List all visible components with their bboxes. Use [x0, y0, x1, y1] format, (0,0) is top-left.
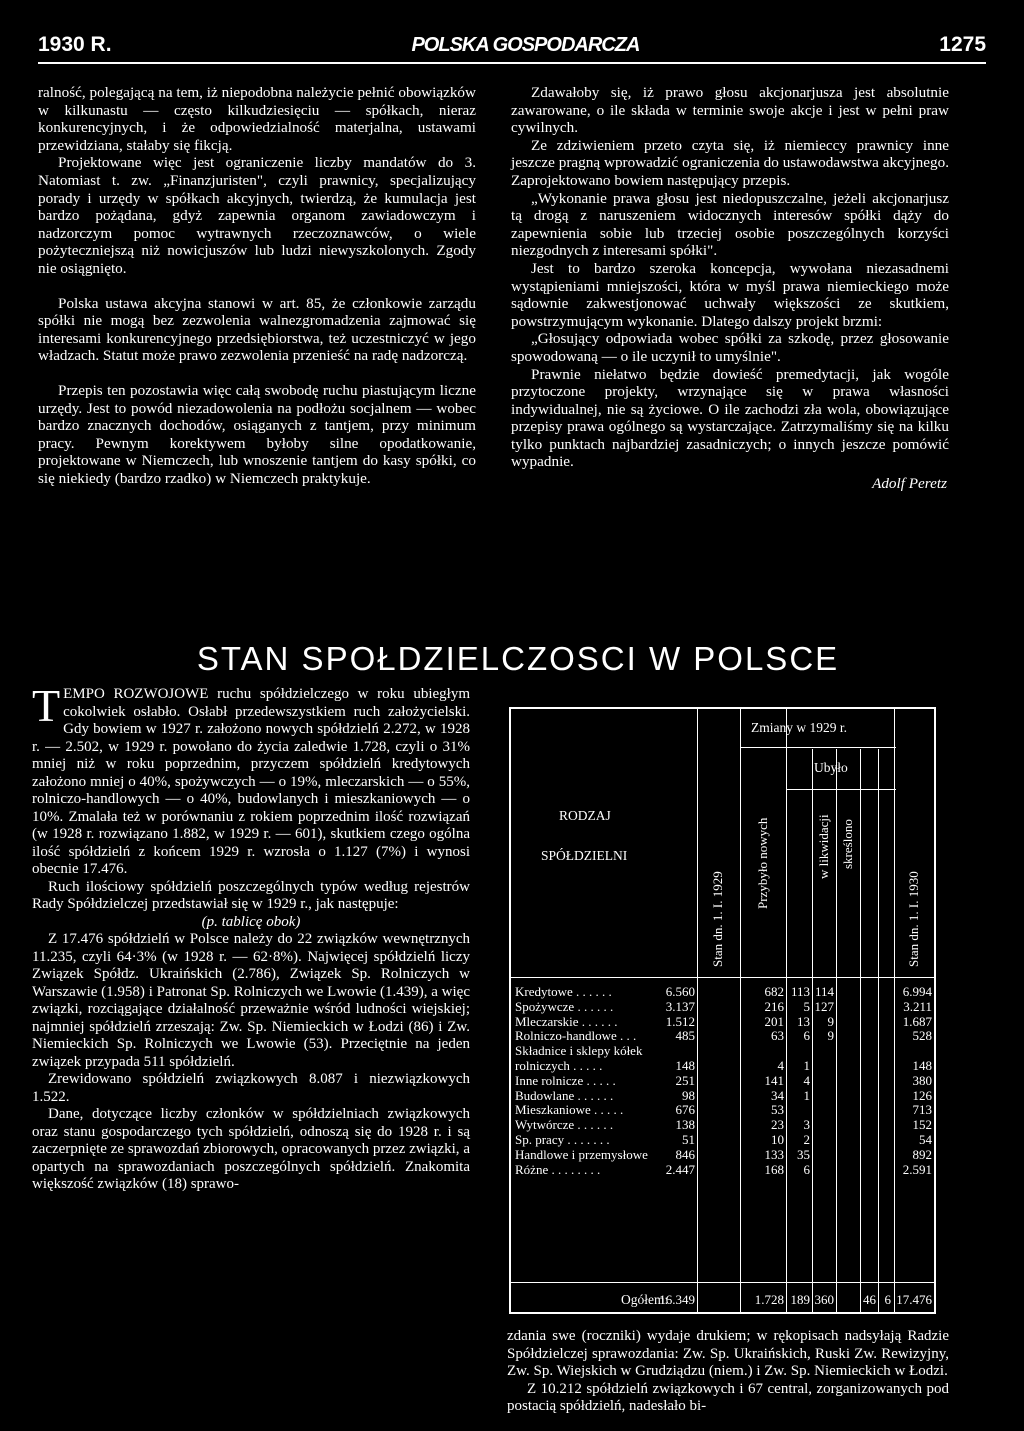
- lower-left-column: [32, 680, 470, 1194]
- upper-left-column: [38, 84, 476, 487]
- cell-u2: 114: [814, 984, 834, 999]
- cell-nowe: 63: [771, 1028, 784, 1044]
- lower-right-column: [507, 1328, 949, 1416]
- total-koniec: 17.476: [896, 1292, 932, 1307]
- table-divider: [740, 709, 741, 1312]
- row-name: rolniczych . . . . .: [515, 1058, 603, 1073]
- page-header: [38, 30, 986, 60]
- cell-u1: 35: [797, 1146, 810, 1162]
- total-u4: 6: [884, 1292, 891, 1307]
- header-skreslono: skreślono: [840, 819, 855, 869]
- paragraph: Prawnie niełatwo będzie dowieść premedytacji, jak wogóle przytoczone projekty, wrzynające się w prawa własności indywidualnej, nie są życiowe. O ile zachodzi zła wola, obowiązujące przepisy prawa ogólnego są wystarczające. Zatrzymaliśmy się na kilku tylko punktach najbardziej zasadniczych; o innych jeszcze pomówić wypadnie.: [511, 365, 949, 471]
- cell-nowe: 53: [771, 1102, 784, 1118]
- cell-stan: 485: [675, 1028, 695, 1044]
- row-name: Handlowe i przemysłowe: [515, 1146, 648, 1162]
- journal-title: POLSKA GOSPODARCZA: [411, 33, 640, 56]
- cell-u1: 2: [803, 1132, 810, 1147]
- cell-koniec: 6.994: [902, 984, 932, 999]
- total-u1: 189: [790, 1292, 810, 1307]
- paragraph: Ruch ilościowy spółdzielń poszczególnych typów według rejestrów Rady Spółdzielczej przedstawiał się w 1929 r., jak następuje:: [32, 878, 470, 912]
- cell-stan: 1.512: [665, 1013, 695, 1029]
- paragraph: Jest to bardzo szeroka koncepcja, wywołana niezasadnemi wystąpieniami mniejszości, która w myśl prawa niemieckiego może sądownie zakwestjonować uchwały większości ze skutkiem, powstrzymującym wykonanie. Dlatego dalszy projekt brzmi:: [511, 259, 949, 330]
- row-name: Budowlane . . . . . .: [515, 1087, 614, 1103]
- row-name: Mleczarskie . . . . . .: [515, 1013, 618, 1029]
- cell-koniec: 2.591: [902, 1161, 932, 1177]
- total-u2: 360: [814, 1292, 834, 1307]
- page-number: 1275: [939, 33, 986, 56]
- cell-nowe: 216: [764, 998, 784, 1014]
- cooperatives-table: [509, 707, 936, 1314]
- header-rule: [38, 62, 986, 64]
- cell-stan: 676: [675, 1102, 695, 1118]
- cell-nowe: 168: [764, 1161, 784, 1177]
- row-name: Składnice i sklepy kółek: [515, 1043, 643, 1059]
- table-divider: [894, 709, 895, 1312]
- cell-nowe: 682: [764, 984, 784, 999]
- cell-koniec: 892: [912, 1146, 932, 1162]
- header-spoldzielni: SPÓŁDZIELNI: [541, 848, 628, 863]
- cell-u1: 1: [803, 1058, 810, 1073]
- cell-stan: 2.447: [665, 1161, 695, 1177]
- row-name: Wytwórcze . . . . . .: [515, 1117, 614, 1133]
- header-changes: Zmiany w 1929 r.: [751, 720, 847, 735]
- paragraph: Z 10.212 spółdzielń związkowych i 67 central, zorganizowanych pod postacią spółdzielń, nadesłało bi-: [507, 1380, 949, 1414]
- drop-cap: T: [32, 680, 61, 731]
- row-name: Różne . . . . . . . .: [515, 1161, 601, 1177]
- cell-stan: 138: [675, 1117, 695, 1133]
- cell-nowe: 201: [764, 1013, 784, 1029]
- cell-u1: 5: [803, 998, 810, 1014]
- cell-koniec: 713: [912, 1102, 932, 1118]
- cell-stan: 251: [675, 1072, 695, 1088]
- header-ubylo: Ubyło: [814, 760, 848, 775]
- cell-nowe: 23: [771, 1117, 784, 1133]
- total-nowe: 1.728: [754, 1292, 784, 1307]
- cell-u2: 9: [827, 1028, 834, 1044]
- row-name: Kredytowe . . . . . .: [515, 984, 612, 999]
- cell-koniec: 148: [912, 1058, 932, 1073]
- section-title: STAN SPOŁDZIELCZOSCI W POLSCE: [196, 640, 840, 677]
- cell-stan: 148: [675, 1058, 695, 1073]
- row-name: Sp. pracy . . . . . . .: [515, 1132, 610, 1147]
- paragraph: ralność, polegającą na tem, iż niepodobna należycie pełnić obowiązków w kilkunastu — często kilkudziesięciu — spółkach, nieraz konkurencyjnych, i że odpowiedzialność materjalna, ustawami przewidziana, stałaby się fikcją.: [38, 84, 476, 154]
- row-name: Spożywcze . . . . . .: [515, 998, 614, 1014]
- header-stan-1930: Stan dn. 1. I. 1930: [906, 871, 921, 967]
- cell-koniec: 152: [912, 1117, 932, 1133]
- cell-u2: 127: [814, 998, 834, 1014]
- upper-right-column: [511, 84, 949, 493]
- paragraph: Zdawałoby się, iż prawo głosu akcjonarjusza jest absolutnie zawarowane, o ile składa w terminie swoje akcje i jest w pełni praw cywilnych.: [511, 84, 949, 137]
- cell-koniec: 3.211: [903, 998, 932, 1014]
- cell-u1: 13: [797, 1013, 810, 1029]
- paragraph: „Głosujący odpowiada wobec spółki za szkodę, przez głosowanie spowodowaną — o ile uczynił to umyślnie".: [511, 330, 949, 365]
- table-reference: (p. tablicę obok): [201, 913, 301, 930]
- header-year: 1930 R.: [38, 33, 112, 56]
- cell-stan: 3.137: [665, 998, 695, 1014]
- cell-stan: 846: [675, 1146, 695, 1162]
- header-stan-1929: Stan dn. 1. I. 1929: [710, 871, 725, 967]
- total-label: Ogółem:: [621, 1292, 669, 1307]
- cell-nowe: 133: [764, 1146, 784, 1162]
- cell-u2: 9: [827, 1013, 834, 1029]
- cell-koniec: 528: [912, 1028, 932, 1044]
- cell-nowe: 34: [771, 1087, 784, 1103]
- table-divider: [786, 709, 787, 1312]
- cell-u1: 6: [803, 1028, 810, 1044]
- row-name: Rolniczo-handlowe . . .: [515, 1028, 637, 1044]
- cell-u1: 3: [803, 1117, 810, 1133]
- cell-stan: 51: [682, 1132, 695, 1147]
- cell-u1: 6: [803, 1161, 810, 1177]
- paragraph: Zrewidowano spółdzielń związkowych 8.087 i niezwiązkowych 1.522.: [32, 1071, 470, 1105]
- paragraph-text: EMPO ROZWOJOWE ruchu spółdzielczego w roku ubiegłym cokolwiek osłabło. Osłabł przedewszystkiem ruch założycielski. Gdy bowiem w 1927 r. założono nowych spółdzielń 2.272, w 1928 r. — 2.502, w 1929 r. powołano do życia zaledwie 1.728, czyli o 31% mniej niż w roku poprzednim, przyczem spółdzielń kredytowych założono mniej o 40%, spożywczych — o 19%, mleczarskich — o 55%, rolniczo-handlowych — o 40%, budowlanych i mieszkaniowych — o 10%. Zmalała też w porównaniu z rokiem poprzednim ilość rozwiązań (w 1928 r. rozwiązano 1.882, w 1929 r. — 601), skutkiem czego ogólna ilość spółdzielń z końcem 1929 r. wzrosła o 1.127 (7%) i wynosi obecnie 17.476.: [32, 686, 470, 877]
- paragraph: Ze zdziwieniem przeto czyta się, iż niemieccy prawnicy inne jeszcze pragną wprowadzić ograniczenia do ustawodawstwa akcyjnego. Zaprojektowano bowiem następujący przepis.: [511, 136, 949, 189]
- total-u3: 46: [863, 1292, 876, 1307]
- total-stan: 16.349: [659, 1292, 695, 1307]
- table-divider: [511, 1282, 934, 1283]
- paragraph: Polska ustawa akcyjna stanowi w art. 85, że członkowie zarządu spółki nie mogą bez zezwolenia walnezgromadzenia zajmować się interesami konkurencyjnego przedsiębiorstwa, też uczestniczyć w jego władzach. Statut może prawo zezwolenia przenieść na radę nadzorczą.: [38, 294, 476, 365]
- cell-koniec: 54: [919, 1132, 932, 1147]
- paragraph: Projektowane więc jest ograniczenie liczby mandatów do 3. Natomiast t. zw. „Finanzjuristen", czyli prawnicy, specjalizujący porady i urzędy w spółkach akcyjnych, twierdzą, że kumulacja jest bardzo pożądana, gdyż zapewnia organom zawiadowczym i nadzorczym pomoc wytrawnych rzeczoznawców, o wiele pożyteczniejszą niż nowicjuszów lub ludzi niewyszkolonych. Zgody nie osiągnięto.: [38, 154, 476, 277]
- paragraph: Dane, dotyczące liczby członków w spółdzielniach związkowych oraz stanu gospodarczego tych spółdzielń, odnoszą się do 1928 r. i są zaczerpnięte ze sprawozdań zbiorowych, opracowanych przez związki, a opartych na sprawozdaniach poszczególnych spółdzielń. Znakomita większość związków (18) sprawo-: [32, 1106, 470, 1192]
- table-divider: [812, 749, 813, 1312]
- table-divider: [697, 709, 698, 1312]
- paragraph: [32, 680, 470, 879]
- table-divider: [878, 749, 879, 1312]
- cell-nowe: 10: [771, 1132, 784, 1147]
- author-signature: Adolf Peretz: [872, 475, 947, 493]
- table-divider: [860, 749, 861, 1312]
- paragraph: Przepis ten pozostawia więc całą swobodę ruchu piastującym liczne urzędy. Jest to powód niezadowolenia na podłożu socjalnem — wobec bardzo znacznych dochodów, osiąganych z tantjem, przy minimum pracy. Pewnym korektywem byłoby silne opodatkowanie, projektowane w Niemczech, lub wnoszenie tantjem do kasy spółki, co się niekiedy (bardzo rzadko) w Niemczech praktykuje.: [38, 381, 476, 487]
- header-nowe: Przybyło nowych: [755, 817, 770, 909]
- cell-koniec: 126: [912, 1087, 932, 1103]
- cell-koniec: 380: [912, 1072, 932, 1088]
- cell-nowe: 4: [777, 1058, 784, 1073]
- row-name: Mieszkaniowe . . . . .: [515, 1102, 624, 1118]
- row-name: Inne rolnicze . . . . .: [515, 1072, 616, 1088]
- header-likwidacja: w likwidacji: [816, 814, 831, 879]
- cell-u1: 1: [803, 1087, 810, 1103]
- table-divider: [740, 747, 896, 748]
- table-divider: [511, 977, 934, 978]
- header-rodzaj: RODZAJ: [559, 808, 611, 823]
- cell-stan: 98: [682, 1087, 695, 1103]
- cell-koniec: 1.687: [902, 1013, 932, 1029]
- cell-u1: 113: [790, 984, 810, 999]
- paragraph: zdania swe (roczniki) wydaje drukiem; w rękopisach nadsyłają Radzie Spółdzielczej sprawozdania: Zw. Sp. Ukraińskich, Ruski Zw. Rewizyjny, Zw. Sp. Wiejskich w Grudziądzu (niem.) i Zw. Sp. Niemieckich w Łodzi.: [507, 1328, 949, 1379]
- cell-nowe: 141: [764, 1072, 784, 1088]
- table-divider: [836, 749, 837, 1312]
- cell-u1: 4: [803, 1072, 810, 1088]
- table-divider: [786, 789, 896, 790]
- cell-stan: 6.560: [665, 984, 695, 999]
- paragraph: Z 17.476 spółdzielń w Polsce należy do 22 związków wewnętrznych 11.235, czyli 64·3% (w 1928 r. — 62·8%). Najwięcej spółdzielń liczy Związek Spółdz. Ukraińskich (2.786), Związek Sp. Rolniczych w Warszawie (1.958) i Patronat Sp. Rolniczych we Lwowie (1.439), a więc związki, rozciągające działalność przeważnie wśród ludności wiejskiej; najmniej spółdzielń zrzeszają: Zw. Sp. Niemieckich w Łodzi (86) i Zw. Niemieckich Sp. Rolniczych we Lwowie (53). Przeciętnie na jeden związek przypada 511 spółdzielń.: [32, 931, 470, 1070]
- paragraph: „Wykonanie prawa głosu jest niedopuszczalne, jeżeli akcjonarjusz tą drogą z naruszeniem widocznych interesów spółki dąży do zapewnienia sobie lub trzeciej osobie poszczególnych korzyści niezgodnych z interesami spółki".: [511, 189, 949, 260]
